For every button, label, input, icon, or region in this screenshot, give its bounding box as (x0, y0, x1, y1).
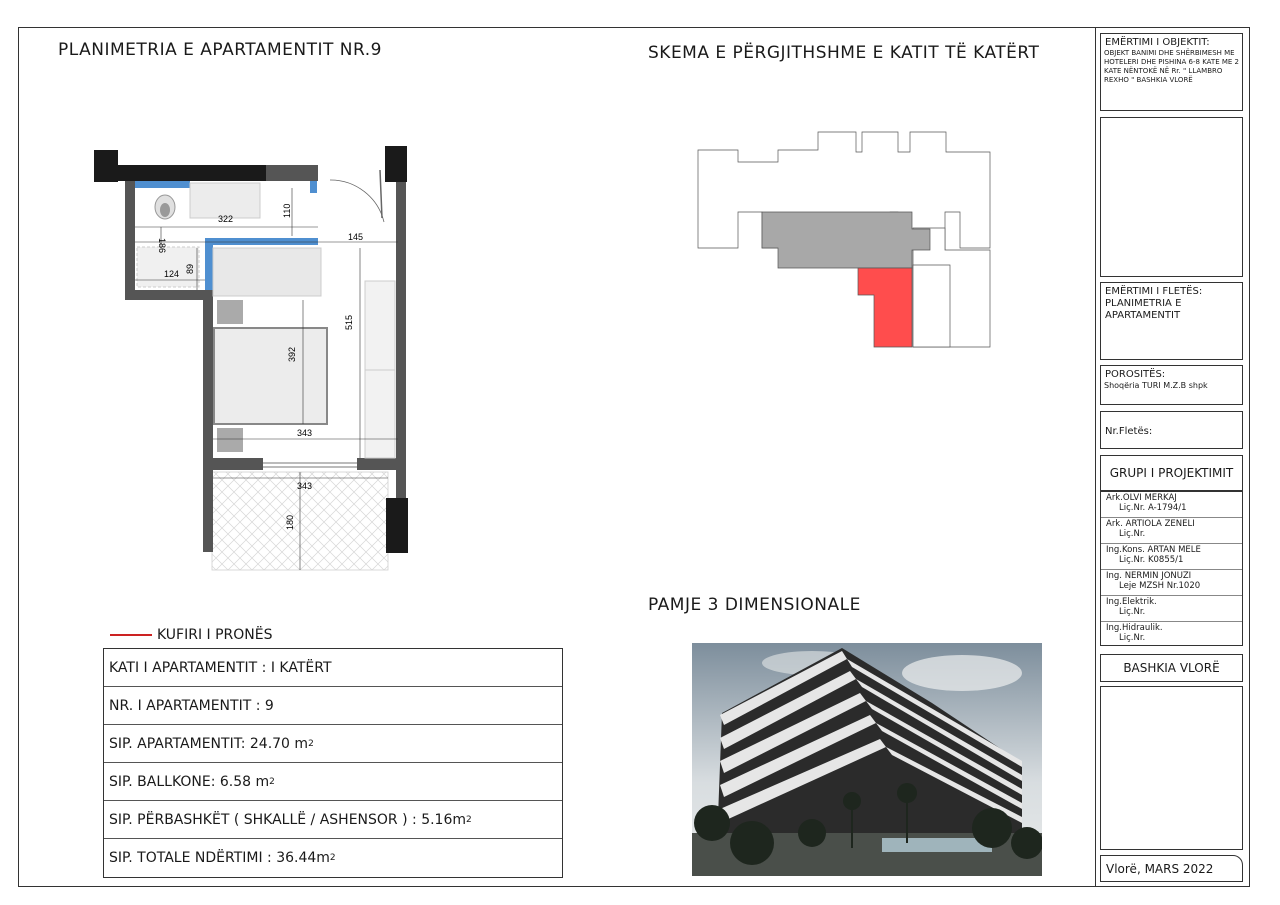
dim-322: 322 (218, 214, 234, 224)
view3d-title: PAMJE 3 DIMENSIONALE (648, 595, 861, 615)
dim-110: 110 (282, 203, 292, 218)
dim-124: 124 (164, 269, 180, 279)
column-top-left (94, 150, 118, 182)
property-line-legend-label: KUFIRI I PRONËS (157, 627, 273, 643)
client-text: Shoqëria TURI M.Z.B shpk (1104, 381, 1208, 390)
sheet-name-text: PLANIMETRIA E APARTAMENTIT (1105, 298, 1182, 321)
dim-180: 180 (285, 514, 295, 530)
info-area-common: SIP. PËRBASHKËT ( SHKALLË / ASHENSOR ) : 5.16m 2 (104, 801, 562, 839)
building-3d-render (692, 643, 1042, 876)
apartment-info-table (103, 648, 563, 878)
wall-right (396, 182, 406, 552)
blank-box-1 (1100, 117, 1243, 277)
date-label: Vlorë, MARS 2022 (1106, 861, 1214, 876)
property-line-legend-swatch (110, 634, 152, 636)
info-number: NR. I APARTAMENTIT : 9 (104, 687, 562, 725)
title-block-divider (1095, 27, 1096, 887)
blank-box-2 (1100, 686, 1243, 850)
team-member: Ing.Hidraulik. Liç.Nr. (1106, 623, 1163, 643)
team-member: Ark. ARTIOLA ZENELI Liç.Nr. (1101, 518, 1242, 544)
object-name-text: OBJEKT BANIMI DHE SHËRBIMESH ME HOTELERI DHE PISHINA 6-8 KATE ME 2 KATE NËNTOKË NË Rr. " LLAMBRO REXHO " BASHKIA VLORË (1104, 49, 1239, 84)
dim-515: 515 (344, 314, 354, 330)
sheet-name-label: EMËRTIMI I FLETËS: (1105, 286, 1203, 297)
dim-392: 392 (287, 346, 297, 362)
dim-89: 89 (185, 263, 195, 274)
sheet-number-box (1100, 411, 1243, 449)
design-team-title: GRUPI I PROJEKTIMIT (1109, 466, 1234, 480)
common-area-zone (762, 212, 930, 268)
column-top-right (385, 146, 407, 182)
info-area-balcony: SIP. BALLKONE: 6.58 m 2 (104, 763, 562, 801)
apartment-floor-plan (80, 130, 430, 580)
team-member: Ark.OLVI MERKAJ Liç.Nr. A-1794/1 (1101, 492, 1242, 518)
team-member: Ing.Kons. ARTAN MELE Liç.Nr. K0855/1 (1101, 544, 1242, 570)
dim-343-balcony: 343 (297, 481, 313, 491)
team-member: Ing.Elektrik. Liç.Nr. (1101, 596, 1242, 622)
client-box (1100, 365, 1243, 405)
info-area-apartment: SIP. APARTAMENTIT: 24.70 m 2 (104, 725, 562, 763)
sheet-name-box (1100, 282, 1243, 360)
dim-145: 145 (348, 232, 364, 242)
object-name-box (1100, 33, 1243, 111)
municipality-box (1100, 654, 1243, 682)
sheet-number-label: Nr.Fletës: (1105, 426, 1153, 437)
wall-left (203, 290, 213, 552)
design-team-list (1100, 491, 1243, 646)
dim-186: 186 (157, 238, 167, 254)
dim-343-room: 343 (297, 428, 313, 438)
object-name-label: EMËRTIMI I OBJEKTIT: (1105, 37, 1210, 48)
info-floor: KATI I APARTAMENTIT : I KATËRT (104, 649, 562, 687)
municipality-label: BASHKIA VLORË (1123, 661, 1220, 675)
client-label: POROSITËS: (1105, 369, 1166, 380)
design-team-title-box (1100, 455, 1243, 491)
floor-scheme-diagram (690, 125, 1000, 355)
info-area-total: SIP. TOTALE NDËRTIMI : 36.44m 2 (109, 850, 336, 866)
apartment-9-highlight (858, 268, 912, 347)
date-box (1100, 855, 1243, 882)
scheme-title: SKEMA E PËRGJITHSHME E KATIT TË KATËRT (648, 43, 1040, 63)
team-member: Ing. NERMIN JONUZI Leje MZSH Nr.1020 (1101, 570, 1242, 596)
wall-top (118, 165, 266, 181)
plan-title: PLANIMETRIA E APARTAMENTIT NR.9 (58, 40, 382, 60)
